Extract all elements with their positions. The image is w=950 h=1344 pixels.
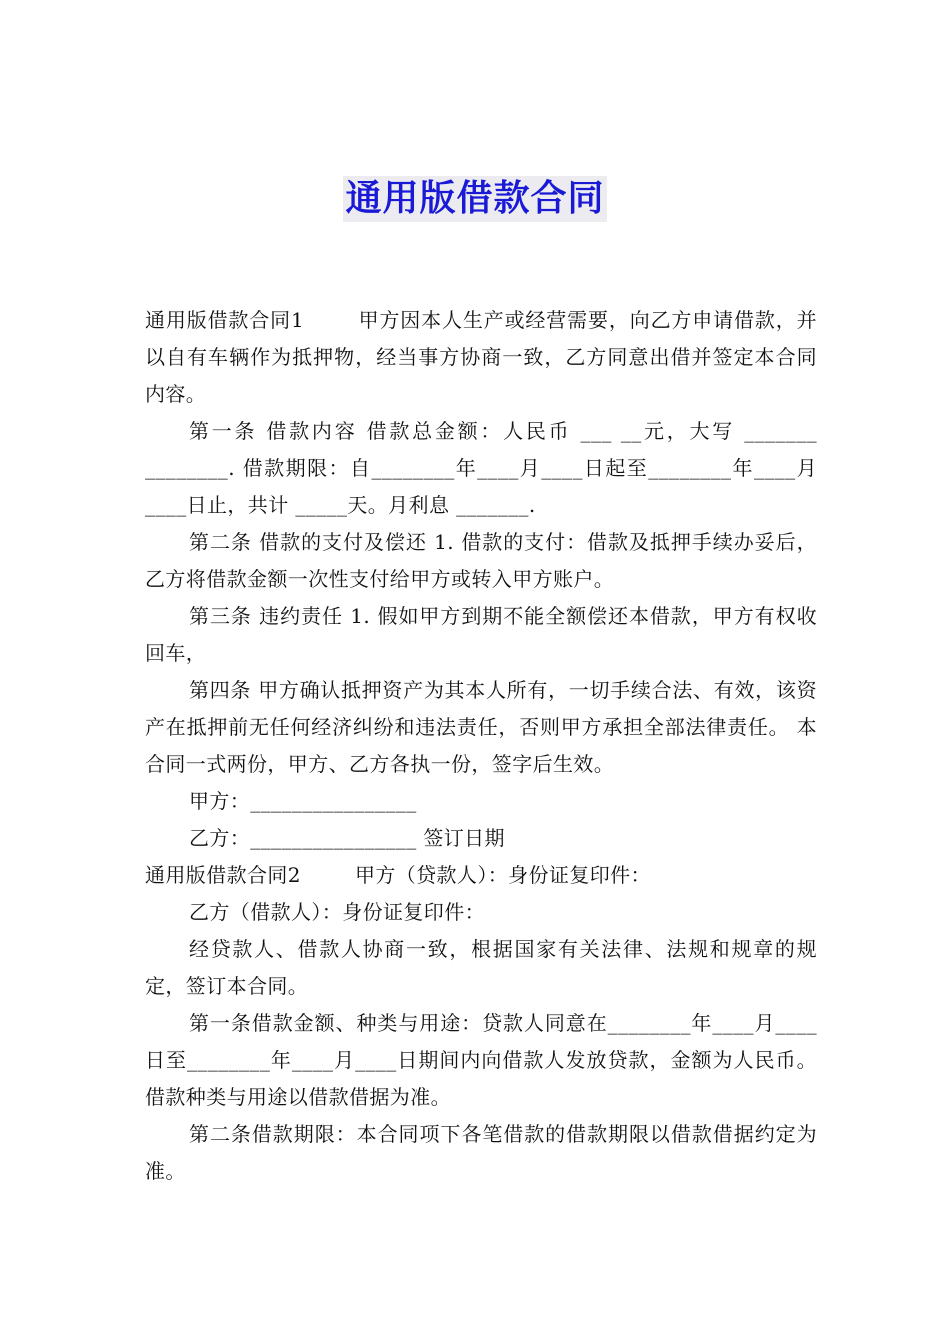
contract1-intro: 甲方因本人生产或经营需要，向乙方申请借款，并以自有车辆作为抵押物，经当事方协商一致，乙方同意出借并签定本合同内容。 [145,308,817,406]
contract1-intro-paragraph [145,302,817,413]
contract2-heading: 通用版借款合同2 [145,863,301,887]
contract2-article-1: 第一条借款金额、种类与用途：贷款人同意在________年____月____日至________年____月____日期间内向借款人发放贷款，金额为人民币。借款种类与用途以借款借据为准。 [145,1011,817,1109]
document-title: 通用版借款合同 [343,176,606,222]
contract1-article-1: 第一条 借款内容 借款总金额：人民币 ___ __元，大写 _______ ________. 借款期限：自________年____月____日起至________年____月____日止，共计 _____天。月利息 _______. [145,419,817,517]
contract2-article-2: 第二条借款期限：本合同项下各笔借款的借款期限以借款借据约定为准。 [145,1122,817,1183]
contract1-heading: 通用版借款合同1 [145,308,305,332]
document-body [145,302,817,1190]
contract1-article-3: 第三条 违约责任 1. 假如甲方到期不能全额偿还本借款，甲方有权收回车， [145,604,817,665]
title-container [0,176,950,222]
contract2-borrower: 乙方（借款人）：身份证复印件： [189,900,485,924]
contract1-article-2: 第二条 借款的支付及偿还 1. 借款的支付：借款及抵押手续办妥后，乙方将借款金额一次性支付给甲方或转入甲方账户。 [145,530,817,591]
contract2-basis: 经贷款人、借款人协商一致，根据国家有关法律、法规和规章的规定，签订本合同。 [145,937,817,998]
party-a-signature-line: 甲方：________________ [189,789,417,813]
contract2-lender: 甲方（贷款人）：身份证复印件： [354,863,651,887]
contract1-article-4: 第四条 甲方确认抵押资产为其本人所有，一切手续合法、有效，该资产在抵押前无任何经济纠纷和违法责任，否则甲方承担全部法律责任。 本合同一式两份，甲方、乙方各执一份，签字后生效。 [145,678,817,776]
party-b-signature-line: 乙方：________________ 签订日期 [189,826,505,850]
contract2-lender-paragraph [145,857,817,894]
